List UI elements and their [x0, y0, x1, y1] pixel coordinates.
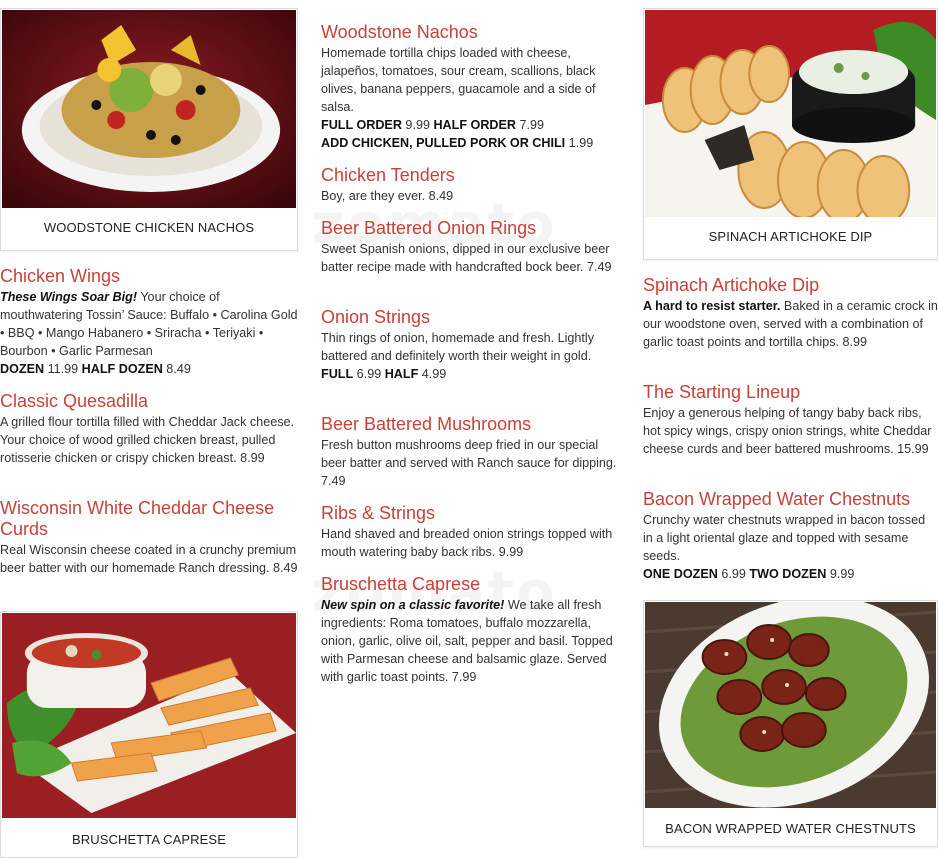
item-tagline: These Wings Soar Big!	[0, 290, 138, 304]
photo-card-nachos	[0, 8, 298, 251]
menu-item-mushrooms	[321, 414, 621, 490]
item-title: The Starting Lineup	[643, 382, 801, 402]
menu-item-bruschetta	[321, 574, 621, 686]
photo-caption: BACON WRAPPED WATER CHESTNUTS	[665, 821, 916, 836]
price: 7.99	[516, 118, 545, 132]
item-description: A grilled flour tortilla filled with Cheddar Jack cheese. Your choice of wood grilled chicken breast, pulled rotisserie chicken or crispy chicken breast. 8.99	[0, 415, 294, 465]
item-description: Hand shaved and breaded onion strings topped with mouth watering baby back ribs. 9.99	[321, 527, 613, 559]
size-label: FULL	[321, 367, 354, 381]
item-desc-text: Your choice of mouthwatering Tossin’ Sauce: Buffalo • Carolina Gold • BBQ • Mango Habanero • Sriracha • Teriyaki • Bourbon • Garlic Parmesan	[0, 290, 298, 358]
item-description	[321, 596, 621, 686]
item-description: Sweet Spanish onions, dipped in our exclusive beer batter recipe made with handcrafted bock beer. 7.49	[321, 242, 612, 274]
price: 1.99	[565, 136, 594, 150]
item-desc-text: Crunchy water chestnuts wrapped in bacon tossed in a light oriental glaze and topped with sesame seeds.	[643, 513, 926, 563]
size-label: ONE DOZEN	[643, 567, 718, 581]
menu-item-cheese-curds	[0, 498, 298, 577]
price: 11.99	[44, 362, 82, 376]
price: 6.99	[353, 367, 385, 381]
item-title: Wisconsin White Cheddar Cheese Curds	[0, 498, 275, 539]
price: 4.99	[418, 367, 447, 381]
item-title: Bacon Wrapped Water Chestnuts	[643, 489, 911, 509]
item-title: Chicken Wings	[0, 266, 121, 286]
size-label: FULL ORDER	[321, 118, 402, 132]
item-title: Classic Quesadilla	[0, 391, 149, 411]
price: 6.99	[717, 567, 750, 581]
spinach-dip-photo	[645, 10, 936, 217]
photo-card-spinach-dip	[643, 8, 938, 260]
menu-item-starting-lineup	[643, 382, 938, 458]
item-title: Beer Battered Onion Rings	[321, 218, 537, 238]
photo-caption: SPINACH ARTICHOKE DIP	[708, 229, 873, 244]
size-label: TWO DOZEN	[749, 567, 827, 581]
photo-card-water-chestnuts	[643, 600, 938, 847]
item-title: Onion Strings	[321, 307, 431, 327]
item-description: Real Wisconsin cheese coated in a crunchy premium beer batter with our homemade Ranch dressing. 8.49	[0, 543, 298, 575]
item-description	[643, 297, 938, 351]
water-chestnuts-photo	[645, 602, 936, 808]
item-description	[321, 329, 621, 383]
item-desc-text: Homemade tortilla chips loaded with cheese, jalapeños, tomatoes, sour cream, scallions, black olives, banana peppers, guacamole and a side of salsa.	[321, 46, 596, 114]
menu-item-water-chestnuts	[643, 489, 938, 583]
photo-caption: BRUSCHETTA CAPRESE	[72, 832, 226, 847]
menu-item-spinach-dip	[643, 275, 938, 351]
price: 9.99	[401, 118, 434, 132]
item-title: Chicken Tenders	[321, 165, 455, 185]
size-label: HALF	[384, 367, 419, 381]
item-description	[0, 288, 298, 378]
item-tagline: A hard to resist starter.	[643, 299, 781, 313]
menu-item-chicken-tenders	[321, 165, 621, 205]
menu-item-quesadilla	[0, 391, 298, 467]
size-label: HALF ORDER	[433, 118, 517, 132]
menu-item-chicken-wings	[0, 266, 298, 378]
item-description	[643, 511, 938, 583]
menu-item-ribs-strings	[321, 503, 621, 561]
item-title: Spinach Artichoke Dip	[643, 275, 820, 295]
item-title: Woodstone Nachos	[321, 22, 478, 42]
photo-card-bruschetta	[0, 611, 298, 858]
price: 8.49	[162, 362, 191, 376]
bruschetta-photo	[2, 613, 296, 818]
item-desc-text: Baked in a ceramic crock in our woodstone oven, served with a combination of garlic toast points and tortilla chips. 8.99	[643, 299, 938, 349]
item-tagline: New spin on a classic favorite!	[321, 598, 505, 612]
size-label: DOZEN	[0, 362, 45, 376]
menu-item-onion-rings	[321, 218, 621, 276]
item-description	[321, 44, 621, 152]
addon-label: ADD CHICKEN, PULLED PORK OR CHILI	[321, 136, 566, 150]
item-description: Fresh button mushrooms deep fried in our special beer batter and served with Ranch sauce for dipping. 7.49	[321, 438, 617, 488]
photo-caption: WOODSTONE CHICKEN NACHOS	[43, 220, 255, 235]
menu-item-onion-strings	[321, 307, 621, 383]
item-desc-text: We take all fresh ingredients: Roma tomatoes, buffalo mozzarella, onion, garlic, olive oil, salt, pepper and basil. Topped with Parmesan cheese and balsamic glaze. Served with garlic toast points. 7.99	[321, 598, 613, 684]
item-desc-text: Thin rings of onion, homemade and fresh. Lightly battered and definitely worth their weight in gold.	[321, 331, 595, 363]
item-description: Boy, are they ever. 8.49	[321, 189, 454, 203]
item-description: Enjoy a generous helping of tangy baby back ribs, hot spicy wings, crispy onion strings, white Cheddar cheese curds and beer battered mushrooms. 15.99	[643, 406, 932, 456]
item-title: Bruschetta Caprese	[321, 574, 481, 594]
menu-item-woodstone-nachos	[321, 22, 621, 152]
item-title: Beer Battered Mushrooms	[321, 414, 532, 434]
item-title: Ribs & Strings	[321, 503, 436, 523]
size-label: HALF DOZEN	[81, 362, 163, 376]
nachos-photo	[2, 10, 296, 208]
price: 9.99	[826, 567, 855, 581]
